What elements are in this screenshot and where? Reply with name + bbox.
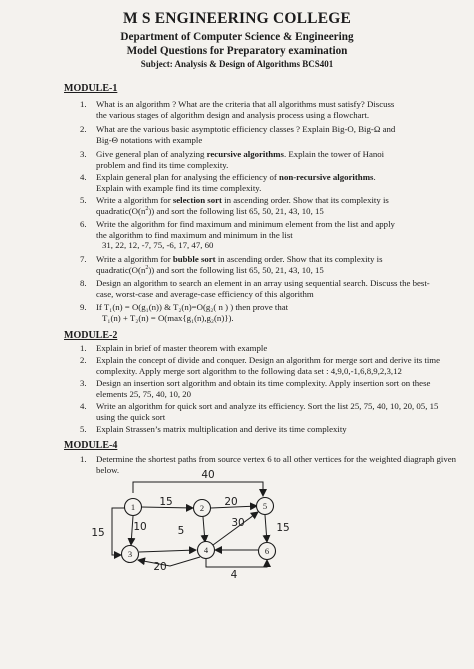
question-number: 4. — [80, 401, 87, 411]
question-text: Write a algorithm for — [96, 195, 173, 205]
question-number: 8. — [80, 278, 87, 288]
question-text: quadratic(O(n — [96, 264, 146, 275]
question-text: What is an algorithm ? What are the criteria that all algorithms must satisfy? Discuss — [96, 99, 395, 109]
graph-node-2: 2 — [199, 503, 205, 513]
question-keyword: bubble sort — [172, 254, 216, 264]
exponent: 2 — [145, 264, 149, 271]
graph-node-5: 5 — [262, 501, 268, 511]
question-keyword: non-recursive algorithms — [279, 172, 374, 182]
question-text: complexity. Apply merge sort algorithm to the following data set : 4,9,0,-1,6,8,9,2,3,12 — [96, 365, 402, 376]
question-text: Write the algorithm for find maximum and minimum element from the list and apply — [96, 219, 395, 229]
question-text: . Explain the tower of Hanoi — [283, 149, 385, 159]
question-text: What are the various basic asymptotic efficiency classes ? Explain Big-O, Big-Ω and — [96, 124, 396, 134]
question-text: Explain Strassen’s matrix multiplication and derive its time complexity — [96, 424, 347, 434]
question-text: )) and sort the following list 65, 50, 21, 43, 10, 15 — [148, 205, 324, 216]
question-number: 1. — [80, 99, 87, 109]
department-name: Department of Computer Science & Engineering — [120, 31, 354, 43]
question-number: 1. — [80, 454, 87, 464]
question-number: 3. — [80, 378, 87, 388]
edge-3-4 — [139, 550, 196, 552]
question-text: below. — [96, 464, 120, 475]
question-text: Explain with example find its time complexity. — [96, 182, 262, 193]
edge-2-4 — [203, 517, 205, 542]
question-text: elements 25, 75, 40, 10, 20 — [96, 388, 192, 399]
module-2-heading: MODULE-2 — [64, 330, 118, 341]
graph-node-1: 1 — [130, 502, 136, 512]
question-number: 6. — [80, 219, 87, 229]
edge-weight-label: 40 — [201, 469, 215, 481]
graph-node-6: 6 — [264, 546, 270, 556]
edge-4-3 — [138, 557, 200, 566]
question-text: in ascending order. Show that its complexity is — [215, 254, 383, 264]
question-number: 1. — [80, 343, 87, 353]
question-text: quadratic(O(n — [96, 205, 146, 216]
question-text: Determine the shortest paths from source vertex 6 to all other vertices for the weighted diagraph given — [96, 454, 457, 464]
edge-weight-label: 5 — [177, 525, 185, 537]
edge-1-3 — [112, 508, 125, 555]
question-text: the various stages of algorithm design and analysis process using a flowchart. — [96, 109, 370, 120]
question-number: 2. — [80, 355, 87, 365]
question-text: Explain in brief of master theorem with example — [96, 343, 268, 353]
question-text: Write a algorithm for — [96, 254, 173, 264]
question-text: Explain general plan for analysing the efficiency of — [96, 172, 280, 182]
edge-weight-label: 30 — [231, 517, 245, 529]
question-text: problem and find its time complexity. — [96, 159, 229, 170]
edge-weight-label: 10 — [133, 521, 147, 533]
question-keyword: recursive algorithms — [206, 149, 284, 159]
subject-line: Subject: Analysis & Design of Algorithms BCS401 — [140, 59, 334, 69]
question-text: case, worst-case and average-case efficiency of this algorithm — [96, 288, 314, 299]
edge-weight-label: 20 — [224, 496, 238, 508]
question-text: Design an algorithm to search an element in an array using sequential search. Discuss the best- — [96, 278, 430, 288]
question-text: Big-Θ notations with example — [96, 134, 203, 145]
question-text: T₁(n) + T₂(n) = O(max{g₁(n),g₂(n)}). — [102, 312, 234, 323]
question-text: 31, 22, 12, -7, 75, -6, 17, 47, 60 — [102, 240, 214, 251]
question-text: Write an algorithm for quick sort and analyze its efficiency. Sort the list 25, 75, 40, 10, 20, 05, 15 — [96, 401, 439, 411]
question-text: the algorithm to find maximum and minimum in the list — [96, 229, 293, 240]
edge-weight-label: 15 — [91, 527, 105, 539]
question-text: Design an insertion sort algorithm and obtain its time complexity. Apply insertion sort on these — [96, 378, 431, 388]
college-name: M S ENGINEERING COLLEGE — [122, 10, 352, 27]
question-text: in ascending order. Show that its complexity is — [221, 195, 389, 205]
question-number: 5. — [80, 195, 87, 205]
question-number: 5. — [80, 424, 87, 434]
exponent: 2 — [145, 205, 149, 212]
question-text: Explain the concept of divide and conquer. Design an algorithm for merge sort and derive its time — [96, 355, 441, 365]
question-number: 2. — [80, 124, 87, 134]
module-1-heading: MODULE-1 — [64, 83, 118, 94]
question-number: 4. — [80, 172, 87, 182]
question-keyword: selection sort — [172, 195, 222, 205]
edge-weight-label: 15 — [276, 522, 290, 534]
question-number: 9. — [80, 302, 87, 312]
question-number: 3. — [80, 149, 87, 159]
graph-node-4: 4 — [203, 545, 209, 555]
edge-1-5 — [133, 482, 263, 496]
module-4-heading: MODULE-4 — [64, 440, 118, 451]
question-number: 7. — [80, 254, 87, 264]
edge-weight-label: 20 — [153, 561, 167, 573]
graph-node-3: 3 — [127, 549, 133, 559]
question-text: . — [373, 172, 376, 182]
edge-weight-label: 15 — [159, 496, 173, 508]
edge-5-6 — [265, 515, 267, 542]
question-text: )) and sort the following list 65, 50, 21, 43, 10, 15 — [148, 264, 324, 275]
edge-4-6 — [206, 559, 267, 567]
question-text: Give general plan of analyzing — [96, 149, 207, 159]
document-title: Model Questions for Preparatory examination — [126, 45, 348, 57]
question-text: using the quick sort — [96, 411, 166, 422]
edge-weight-label: 4 — [230, 569, 238, 581]
question-text: If T₁(n) = O(g₁(n)) & T₂(n)=O(g₂( n ) ) then prove that — [96, 302, 289, 312]
